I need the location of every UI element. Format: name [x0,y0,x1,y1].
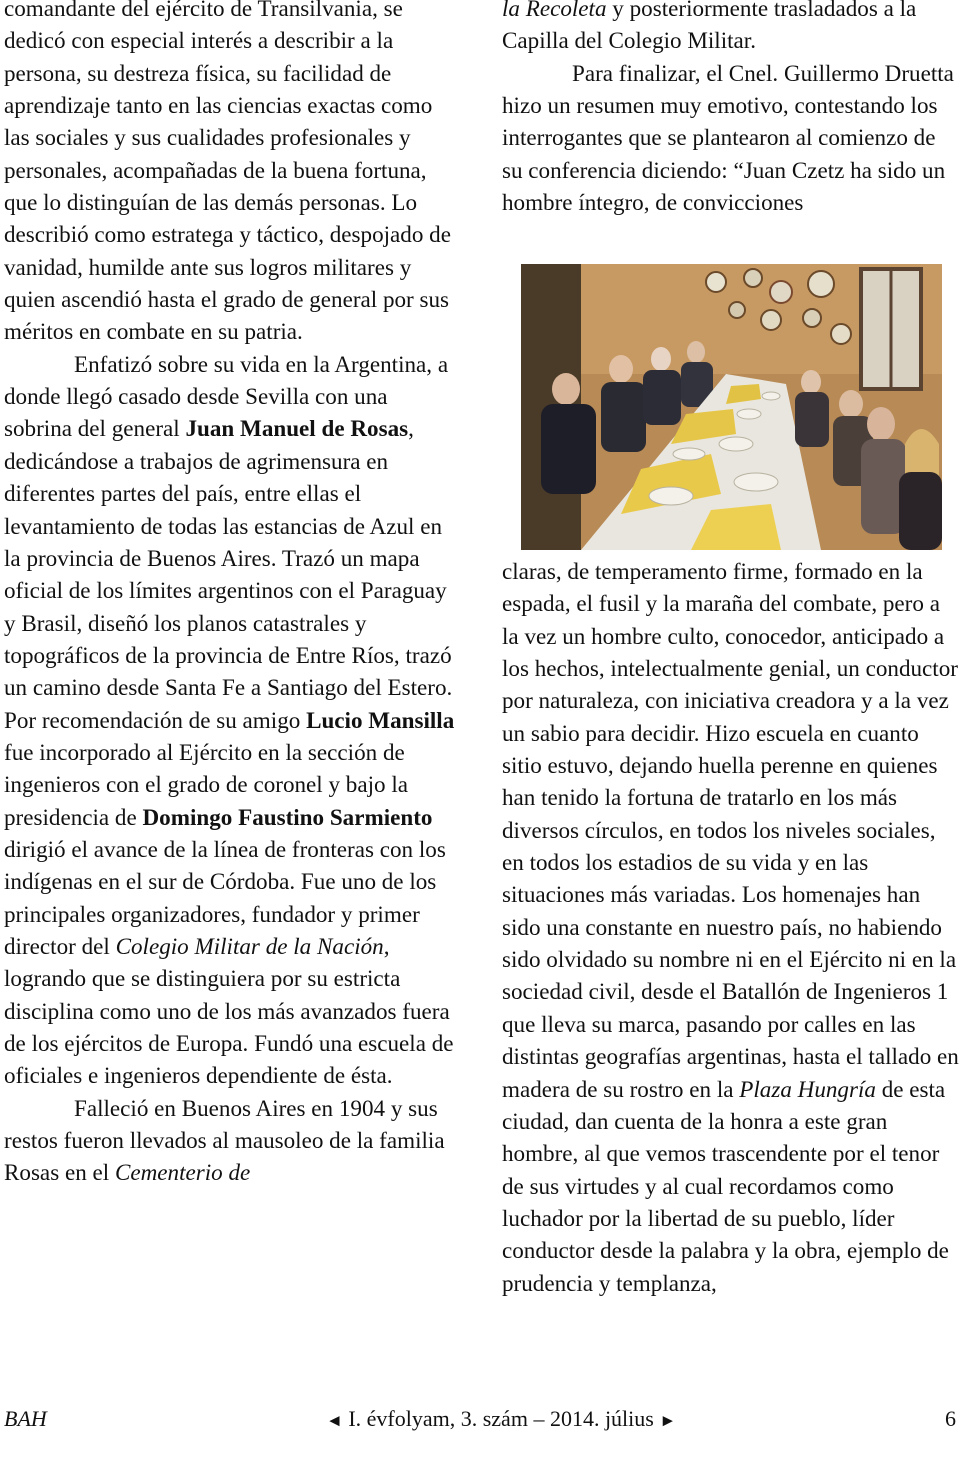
paragraph-recoleta: la Recoleta y posteriormente trasladados a la Capilla del Colegio Militar. [502,0,917,54]
left-column [4,0,460,1189]
name-mansilla: Lucio Mansilla [306,706,455,733]
name-rosas: Juan Manuel de Rosas [185,415,409,442]
paragraph-argentina: Enfatizó sobre su vida en la Argentina, a donde llegó casado desde Sevilla con una sobrina del general Juan Manuel de Rosas, dedicándose a trabajos de agrimensura en diferentes partes del país, entre ellas el levantamiento de todas las estancias de Azul en la provincia de Buenos Aires. Trazó un mapa oficial de los límites argentinos con el Paraguay y Brasil, diseñó los planos catastrales y topográficos de la provincia de Entre Ríos, trazó un camino desde Santa Fe a Santiago del Estero. Por recomendación de su amigo Lucio Mansilla fue incorporado al Ejército en la sección de ingenieros con el grado de coronel y bajo la presidencia de Domingo Faustino Sarmiento dirigió el avance de la línea de fronteras con los indígenas en el sur de Córdoba. Fue uno de los principales organizadores, fundador y primer director del Colegio Militar de la Nación, logrando que se distinguiera por su estricta disciplina como uno de los más avanzados fuera de los ejércitos de Europa. Fundó una escuela de oficiales e ingenieros dependiente de ésta. [4,350,455,1089]
dinner-photo-illustration [521,264,942,550]
paragraph-conclusion-start: Para finalizar, el Cnel. Guillermo Druetta hizo un resumen muy emotivo, contestando los interrogantes que se plantearon al comienzo de su conferencia diciendo: “Juan Czetz ha sido un hombre íntegro, de convicciones [502,59,954,216]
plaza-hungria-italic: Plaza Hungría [739,1075,876,1102]
previous-arrow-icon[interactable]: ◄ [326,1411,343,1430]
next-arrow-icon[interactable]: ► [659,1411,677,1430]
issue-info: ◄ I. évfolyam, 3. szám – 2014. július ► [326,1406,677,1431]
right-column-upper [502,0,960,218]
publication-brand: BAH [4,1406,47,1431]
paragraph-death: Falleció en Buenos Aires en 1904 y sus restos fueron llevados al mausoleo de la familia Rosas en el Cementerio de [4,1094,445,1186]
colegio-militar-italic: Colegio Militar de la Nación [115,932,384,959]
page-footer [0,1404,960,1444]
paragraph-conclusion-continued: claras, de temperamento firme, formado en la espada, el fusil y la maraña del combate, pero a la vez un hombre culto, conocedor, anticipado a los hechos, intelectualmente genial, un conductor por naturaleza, con iniciativa creadora y a la vez un sabio para decidir. Hizo escuela en cuanto sitio estuvo, dejando huella perenne en quienes han tenido la fortuna de tratarlo en los más diversos círculos, en todos los niveles sociales, en todos los estadios de su vida y en las situaciones más variadas. Los homenajes han sido una constante en nuestro país, no habiendo sido olvidado su nombre ni en el Ejército ni en la sociedad civil, desde el Batallón de Ingenieros 1 que lleva su marca, pasando por calles en las distintas geografías argentinas, hasta el tallado en madera de su rostro en la Plaza Hungría de esta ciudad, dan cuenta de la honra a este gran hombre, al que vemos trascendente por el tenor de sus virtudes y al cual recordamos como luchador por la libertad de su pueblo, líder conductor desde la palabra y la obra, ejemplo de prudencia y templanza, [502,558,959,1296]
page-number: 6 [945,1406,956,1431]
event-photo [521,264,942,550]
name-sarmiento: Domingo Faustino Sarmiento [142,803,433,830]
paragraph-life-description: comandante del ejército de Transilvania, se dedicó con especial interés a describir a la persona, su destreza física, su facilidad de aprendizaje tanto en las ciencias exactas como las sociales y sus cualidades profesionales y personales, acompañadas de la buena fortuna, que lo distinguían de las demás personas. Lo describió como estratega y táctico, despojado de vanidad, humilde ante sus logros militares y quien ascendió hasta el grado de general por sus méritos en combate en su patria. [4,0,451,345]
right-column-lower [502,555,960,1299]
